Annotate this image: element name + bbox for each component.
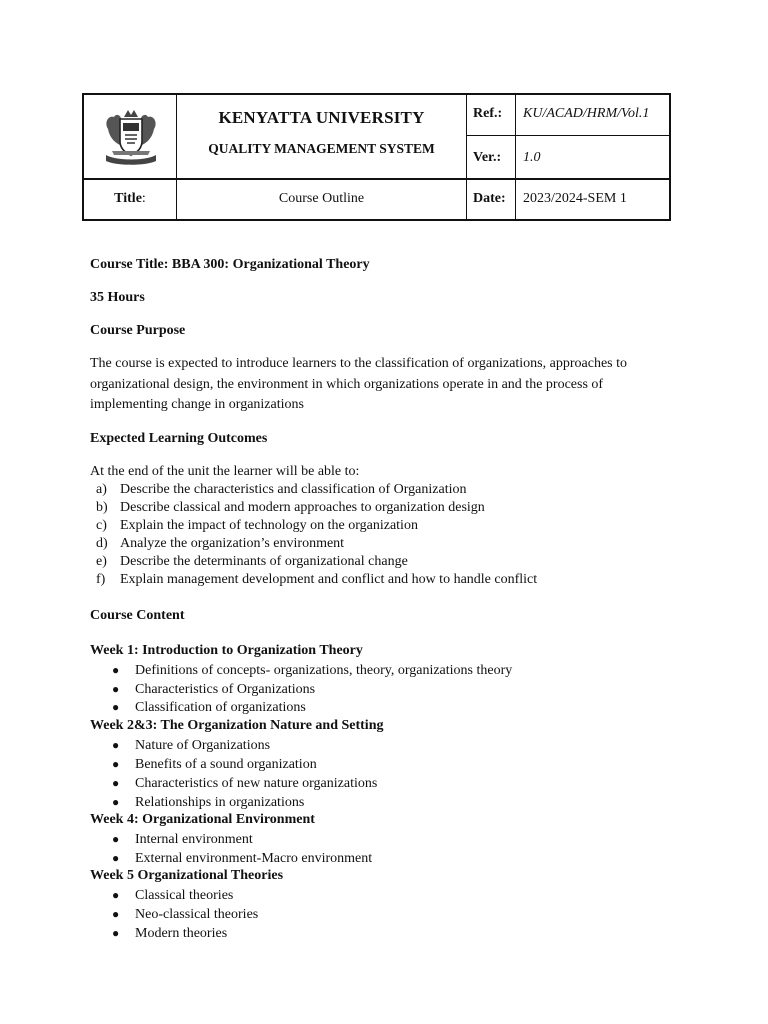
course-title: Course Title: BBA 300: Organizational Theory xyxy=(90,257,370,272)
bullet-icon: ● xyxy=(112,888,120,902)
ver-label: Ver.: xyxy=(473,150,502,165)
outcome-marker: e) xyxy=(96,554,107,569)
bullet-icon: ● xyxy=(112,795,120,809)
topic-text: Internal environment xyxy=(135,832,253,847)
system-name: QUALITY MANAGEMENT SYSTEM xyxy=(208,141,435,156)
outcome-item xyxy=(96,553,408,571)
topic-item xyxy=(112,698,306,717)
bullet-icon: ● xyxy=(112,663,120,677)
outcome-marker: b) xyxy=(96,500,108,515)
bullet-icon: ● xyxy=(112,926,120,940)
outcome-item xyxy=(96,571,537,589)
topic-item xyxy=(112,793,304,812)
ver-value-cell xyxy=(516,136,669,180)
topic-item xyxy=(112,886,233,905)
title-label-cell xyxy=(84,180,177,219)
purpose-line: The course is expected to introduce learners to the classification of organizations, approaches to xyxy=(90,356,627,371)
date-label-cell xyxy=(467,180,516,219)
bullet-icon: ● xyxy=(112,757,120,771)
bullet-icon: ● xyxy=(112,907,120,921)
ver-value: 1.0 xyxy=(523,150,541,165)
week-heading: Week 1: Introduction to Organization Theory xyxy=(90,643,363,658)
outcome-text: Describe classical and modern approaches to organization design xyxy=(120,500,485,515)
week-heading: Week 2&3: The Organization Nature and Setting xyxy=(90,718,384,733)
ref-label: Ref.: xyxy=(473,106,503,121)
purpose-line: organizational design, the environment in which organizations operate in and the process of xyxy=(90,376,604,392)
outcome-text: Explain management development and conflict and how to handle conflict xyxy=(120,572,538,587)
date-value-cell xyxy=(516,180,669,219)
ref-label-cell xyxy=(467,95,516,136)
outcome-text: Analyze the organization’s environment xyxy=(120,536,345,551)
bullet-icon: ● xyxy=(112,682,120,696)
bullet-icon: ● xyxy=(112,700,120,714)
outcome-item xyxy=(96,481,467,499)
logo-cell xyxy=(84,95,177,180)
topic-text: Characteristics of Organizations xyxy=(135,682,316,697)
outcome-marker: d) xyxy=(96,536,108,551)
outcome-marker: a) xyxy=(96,482,107,497)
topic-text: Definitions of concepts- organizations, theory, organizations theory xyxy=(135,663,513,678)
course-hours: 35 Hours xyxy=(90,290,145,305)
bullet-icon: ● xyxy=(112,738,120,752)
topic-text: Benefits of a sound organization xyxy=(135,757,317,772)
ver-label-cell xyxy=(467,136,516,180)
ref-value-cell xyxy=(516,95,669,136)
ref-value: KU/ACAD/HRM/Vol.1 xyxy=(523,106,650,121)
topic-text: Modern theories xyxy=(135,926,228,941)
bullet-icon: ● xyxy=(112,832,120,846)
outcome-item xyxy=(96,535,344,553)
topic-text: Classification of organizations xyxy=(135,700,306,715)
topic-item xyxy=(112,830,253,849)
topic-text: Classical theories xyxy=(135,888,234,903)
outcome-text: Explain the impact of technology on the organization xyxy=(120,518,418,533)
topic-text: Characteristics of new nature organizations xyxy=(135,776,378,791)
title-value: Course Outline xyxy=(278,191,365,206)
topic-item xyxy=(112,924,227,943)
bullet-icon: ● xyxy=(112,776,120,790)
topic-item xyxy=(112,849,372,868)
topic-item xyxy=(112,680,315,699)
title-label: Title xyxy=(114,191,142,206)
topic-item xyxy=(112,774,377,793)
university-crest-icon xyxy=(102,107,160,167)
topic-item xyxy=(112,755,317,774)
purpose-paragraph xyxy=(90,354,680,416)
topic-text: External environment-Macro environment xyxy=(135,851,373,866)
purpose-line: implementing change in organizations xyxy=(90,397,304,412)
week-heading: Week 4: Organizational Environment xyxy=(90,812,315,827)
purpose-heading: Course Purpose xyxy=(90,323,186,338)
topic-item xyxy=(112,905,258,924)
outcomes-heading: Expected Learning Outcomes xyxy=(90,431,268,446)
outcome-item xyxy=(96,517,418,535)
topic-item xyxy=(112,736,270,755)
topic-text: Neo-classical theories xyxy=(135,907,259,922)
header-table xyxy=(82,93,671,221)
university-cell xyxy=(177,95,467,180)
topic-text: Relationships in organizations xyxy=(135,795,305,810)
outcome-marker: c) xyxy=(96,518,107,533)
university-name: KENYATTA UNIVERSITY xyxy=(218,108,425,127)
date-value: 2023/2024-SEM 1 xyxy=(523,191,627,206)
title-colon: : xyxy=(141,191,146,206)
topic-text: Nature of Organizations xyxy=(135,738,271,753)
content-heading: Course Content xyxy=(90,608,185,623)
topic-item xyxy=(112,661,512,680)
date-label: Date: xyxy=(473,191,506,206)
outcome-text: Describe the determinants of organizational change xyxy=(120,554,408,569)
bullet-icon: ● xyxy=(112,851,120,865)
outcomes-intro: At the end of the unit the learner will be able to: xyxy=(90,464,360,479)
outcome-marker: f) xyxy=(96,572,106,587)
outcome-text: Describe the characteristics and classification of Organization xyxy=(120,482,467,497)
title-value-cell xyxy=(177,180,467,219)
week-heading: Week 5 Organizational Theories xyxy=(90,868,284,883)
outcome-item xyxy=(96,499,485,517)
